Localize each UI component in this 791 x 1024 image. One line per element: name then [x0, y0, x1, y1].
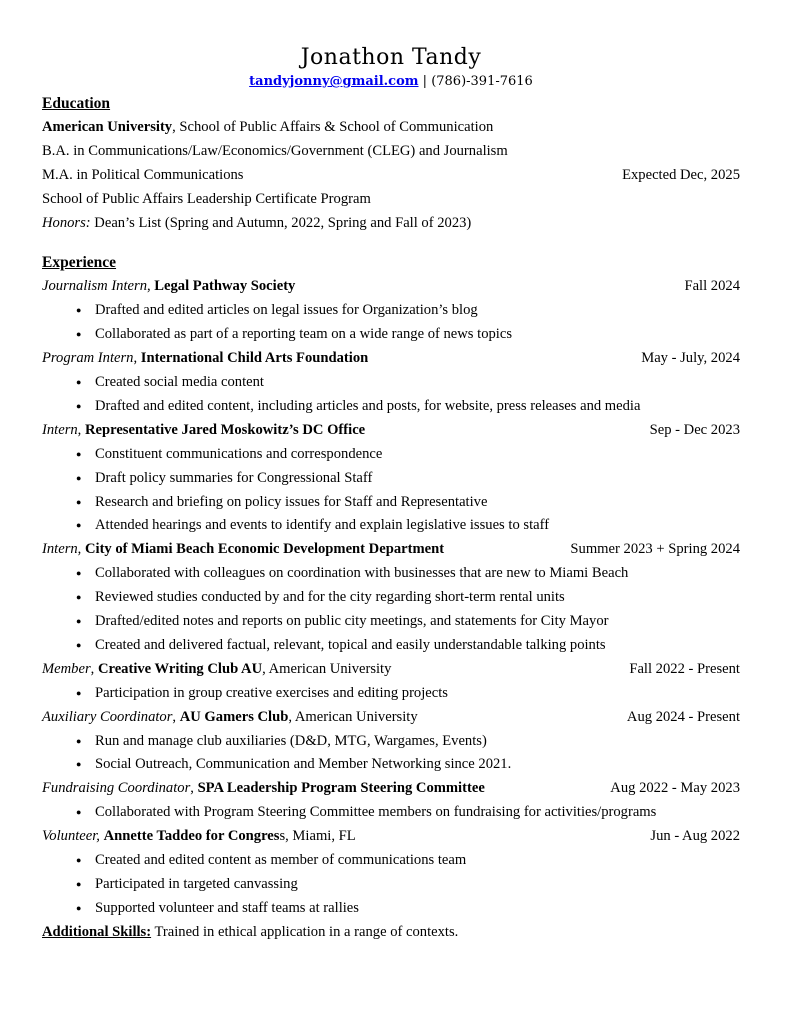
bullet-text: Participation in group creative exercises and editing projects: [95, 684, 448, 701]
bullet-icon: ●: [76, 305, 82, 316]
entry-heading: [42, 658, 740, 682]
text-run: Dean’s List (Spring and Autumn, 2022, Spring and Fall of 2023): [90, 214, 472, 231]
bullet-item: [42, 682, 740, 706]
bullet-icon: ●: [76, 735, 82, 746]
text-run: Representative Jared Moskowitz’s DC Office: [84, 421, 366, 438]
text-run: ,: [190, 780, 198, 797]
text-run: B.A. in Communications/Law/Economics/Government (CLEG) and Journalism: [42, 142, 508, 159]
line-text: [42, 143, 508, 159]
date-range: Aug 2022 - May 2023: [610, 780, 740, 797]
bullet-icon: ●: [76, 592, 82, 603]
bullet-item: [42, 395, 740, 419]
bullet-icon: ●: [76, 759, 82, 770]
bullet-text: Collaborated with colleagues on coordination with businesses that are new to Miami Beach: [95, 565, 629, 582]
bullet-item: [42, 753, 740, 777]
contact-separator: |: [418, 74, 432, 89]
experience-entry: [42, 825, 740, 921]
bullet-text: Run and manage club auxiliaries (D&D, MTG, Wargames, Events): [95, 732, 487, 749]
text-run: International Child Arts Foundation: [140, 350, 369, 367]
education-line: [42, 116, 740, 140]
bullet-icon: ●: [76, 879, 82, 889]
bullet-text: Created social media content: [95, 373, 264, 390]
text-run: Program Intern: [42, 350, 134, 367]
line-text: [42, 119, 493, 135]
bullet-icon: ●: [76, 329, 82, 340]
bullet-item: [42, 491, 740, 515]
bullet-item: [42, 730, 740, 754]
experience-entry: [42, 777, 740, 825]
text-run: ,: [172, 708, 180, 725]
bullet-item: [42, 634, 740, 658]
additional-skills: [42, 921, 740, 945]
date-range: Summer 2023 + Spring 2024: [570, 541, 740, 558]
bullet-icon: ●: [76, 520, 82, 531]
education-line: [42, 140, 740, 164]
bullet-text: Collaborated with Program Steering Committee members on fundraising for activities/programs: [95, 804, 657, 821]
bullet-text: Reviewed studies conducted by and for the city regarding short-term rental units: [95, 589, 565, 606]
email-link[interactable]: tandyjonny@gmail.com: [249, 74, 419, 89]
bullet-icon: ●: [76, 855, 82, 866]
line-text: [42, 658, 619, 682]
line-text: [42, 538, 560, 562]
entry-heading: [42, 538, 740, 562]
education-lines: [42, 116, 740, 236]
text-run: School of Public Affairs Leadership Certificate Program: [42, 190, 371, 207]
experience-heading: Experience: [42, 254, 117, 272]
bullet-text: Drafted/edited notes and reports on public city meetings, and statements for City Mayor: [95, 613, 609, 630]
education-heading: Education: [42, 95, 111, 112]
bullet-item: [42, 586, 740, 610]
experience-entry: [42, 275, 740, 347]
text-run: Creative Writing Club AU: [97, 660, 263, 677]
line-text: [42, 825, 640, 849]
text-run: s, Miami, FL: [279, 828, 356, 845]
bullet-icon: ●: [76, 639, 82, 650]
experience-entry: [42, 658, 740, 706]
entry-heading: [42, 825, 740, 849]
text-run: Member: [42, 660, 91, 677]
education-section: [42, 92, 740, 235]
bullet-text: Drafted and edited content, including articles and posts, for website, press releases and media: [95, 397, 641, 414]
bullet-icon: ●: [76, 807, 82, 818]
text-run: AU Gamers Club: [179, 708, 289, 725]
bullet-icon: ●: [76, 616, 82, 627]
date-range: Aug 2024 - Present: [626, 708, 740, 725]
education-line: [42, 212, 740, 236]
bullet-text: Drafted and edited articles on legal issues for Organization’s blog: [95, 302, 478, 319]
text-run: Honors:: [42, 214, 91, 231]
bullet-item: [42, 562, 740, 586]
bullet-text: Draft policy summaries for Congressional Staff: [95, 469, 373, 486]
bullet-text: Attended hearings and events to identify and explain legislative issues to staff: [95, 517, 550, 534]
bullet-icon: ●: [76, 472, 82, 483]
entry-heading: [42, 706, 740, 730]
education-line: [42, 188, 740, 212]
bullet-item: [42, 849, 740, 873]
line-text: [42, 777, 600, 801]
bullet-text: Created and delivered factual, relevant, topical and easily understandable talking points: [95, 636, 606, 653]
text-run: Journalism Intern: [42, 278, 147, 295]
experience-entry: [42, 419, 740, 539]
text-run: Fundraising Coordinator: [42, 780, 191, 797]
text-run: Volunteer,: [42, 828, 100, 845]
line-text: [42, 191, 371, 207]
contact-line: [42, 72, 740, 92]
date-range: Sep - Dec 2023: [649, 421, 740, 438]
experience-entry: [42, 538, 740, 658]
phone-number: (786)-391-7616: [431, 74, 533, 89]
bullet-item: [42, 443, 740, 467]
text-run: , School of Public Affairs & School of Communication: [172, 118, 494, 135]
line-text: [42, 215, 471, 231]
date-range: Jun - Aug 2022: [650, 828, 740, 845]
date-range: Expected Dec, 2025: [622, 166, 740, 183]
bullet-item: [42, 610, 740, 634]
bullet-item: [42, 873, 740, 897]
bullet-text: Constituent communications and correspondence: [95, 445, 383, 462]
experience-entry: [42, 347, 740, 419]
additional-skills-text: Trained in ethical application in a range of contexts.: [151, 923, 459, 940]
text-run: City of Miami Beach Economic Development Department: [84, 541, 445, 558]
text-run: Annette Taddeo for Congres: [103, 828, 280, 845]
bullet-text: Participated in targeted canvassing: [95, 876, 298, 892]
text-run: SPA Leadership Program Steering Committee: [197, 780, 485, 797]
text-run: ,: [77, 541, 85, 558]
text-run: , American University: [288, 708, 418, 725]
line-text: [42, 164, 612, 188]
bullet-icon: ●: [76, 902, 82, 913]
bullet-item: [42, 371, 740, 395]
bullet-text: Social Outreach, Communication and Member Networking since 2021.: [95, 756, 512, 773]
bullet-item: [42, 897, 740, 921]
education-line: [42, 164, 740, 188]
entry-heading: [42, 347, 740, 371]
date-range: Fall 2022 - Present: [629, 660, 740, 677]
entry-heading: [42, 777, 740, 801]
bullet-item: [42, 299, 740, 323]
text-run: Intern: [42, 541, 78, 558]
text-run: , American University: [262, 660, 392, 677]
text-run: American University: [42, 118, 173, 135]
bullet-icon: ●: [76, 400, 82, 411]
bullet-text: Collaborated as part of a reporting team on a wide range of news topics: [95, 326, 512, 343]
text-run: Auxiliary Coordinator: [42, 708, 173, 725]
entry-heading: [42, 419, 740, 443]
text-run: M.A. in Political Communications: [42, 166, 244, 183]
experience-section: [42, 251, 740, 920]
text-run: Legal Pathway Society: [154, 278, 296, 295]
text-run: ,: [90, 660, 98, 677]
bullet-icon: ●: [76, 496, 82, 507]
bullet-item: [42, 801, 740, 825]
date-range: Fall 2024: [684, 278, 740, 295]
text-run: Intern: [42, 421, 78, 438]
candidate-name: Jonathon Tandy: [300, 45, 482, 70]
bullet-icon: ●: [76, 568, 82, 579]
line-text: [42, 419, 640, 443]
bullet-item: [42, 514, 740, 538]
bullet-item: [42, 323, 740, 347]
line-text: [42, 275, 674, 299]
bullet-text: Supported volunteer and staff teams at rallies: [95, 899, 359, 916]
entry-heading: [42, 275, 740, 299]
experience-entries: [42, 275, 740, 920]
bullet-icon: ●: [76, 376, 82, 387]
line-text: [42, 347, 631, 371]
text-run: ,: [77, 421, 85, 438]
bullet-text: Created and edited content as member of communications team: [95, 852, 467, 869]
text-run: ,: [133, 350, 141, 367]
bullet-icon: ●: [76, 448, 82, 459]
bullet-text: Research and briefing on policy issues for Staff and Representative: [95, 493, 488, 510]
date-range: May - July, 2024: [641, 350, 740, 367]
text-run: ,: [147, 278, 155, 295]
line-text: [42, 706, 617, 730]
bullet-icon: ●: [76, 687, 82, 698]
experience-entry: [42, 706, 740, 778]
resume-header: [42, 44, 740, 92]
bullet-item: [42, 467, 740, 491]
additional-skills-label: Additional Skills:: [42, 923, 152, 940]
